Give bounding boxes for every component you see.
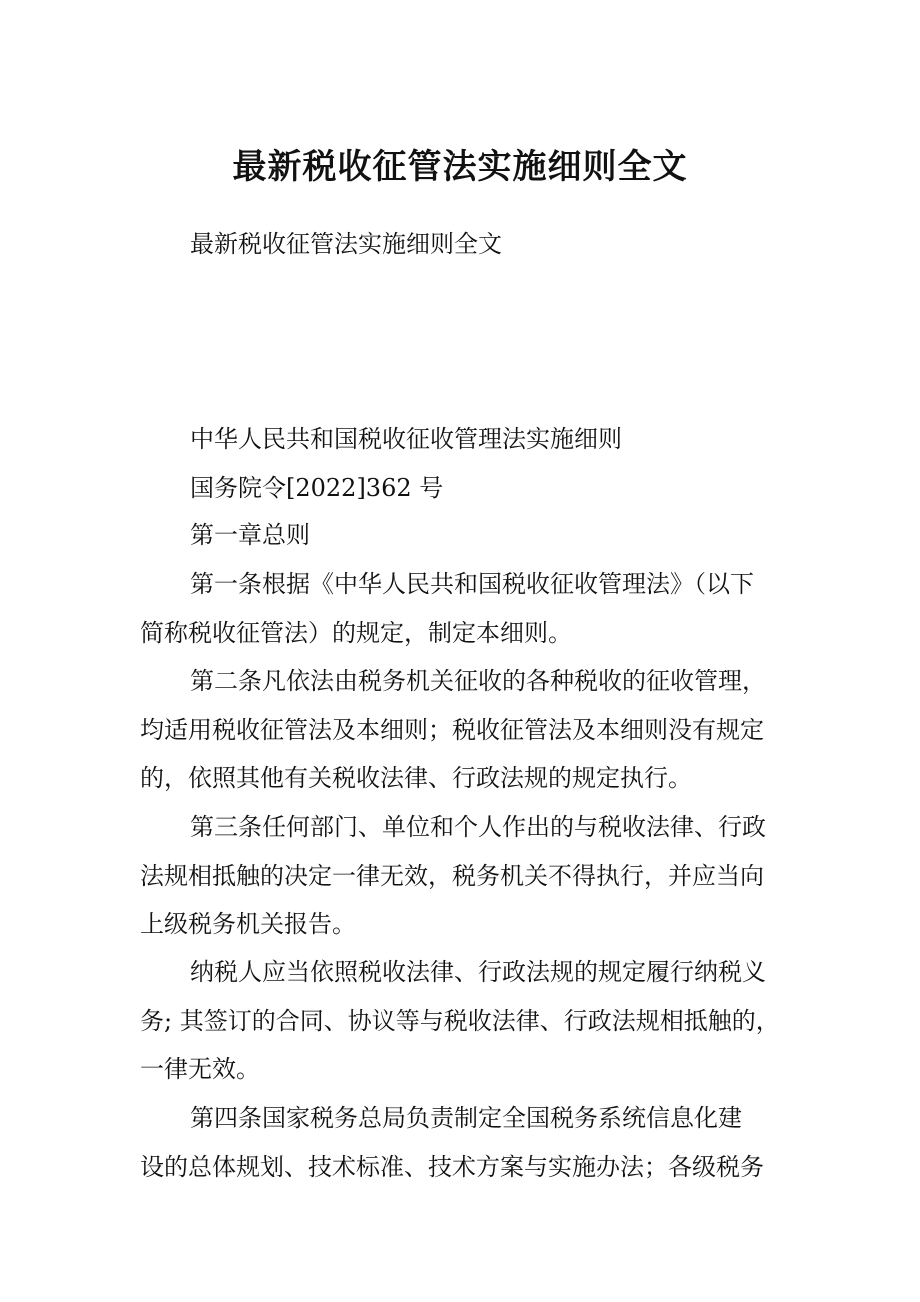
paragraph-line: 法规相抵触的决定一律无效，税务机关不得执行，并应当向 <box>140 861 764 890</box>
paragraph-line: 第二条凡依法由税务机关征收的各种税收的征收管理， <box>190 667 766 695</box>
paragraph-line: 上级税务机关报告。 <box>140 910 356 938</box>
paragraph-line: 的，依照其他有关税收法律、行政法规的规定执行。 <box>140 764 692 792</box>
chapter-heading <box>140 511 790 560</box>
paragraph-line: 第四条国家税务总局负责制定全国税务系统信息化建 <box>190 1104 742 1132</box>
law-name-text: 中华人民共和国税收征收管理法实施细则 <box>190 425 622 453</box>
paragraph-line: 务; 其签订的合同、协议等与税收法律、行政法规相抵触的， <box>140 1006 780 1035</box>
paragraph-line: 纳税人应当依照税收法律、行政法规的规定履行纳税义 <box>190 958 766 986</box>
paragraph-line: 一律无效。 <box>140 1055 260 1083</box>
paragraph-line: 设的总体规划、技术标准、技术方案与实施办法；各级税务 <box>140 1152 764 1181</box>
paragraph-article-3 <box>140 803 790 949</box>
paragraph-line: 第三条任何部门、单位和个人作出的与税收法律、行政 <box>190 813 766 841</box>
paragraph-article-4 <box>140 1094 790 1191</box>
document-subtitle <box>140 220 790 269</box>
decree-text: 国务院令[2022]362 号 <box>190 474 444 502</box>
decree-number <box>140 464 790 513</box>
paragraph-article-2 <box>140 657 790 803</box>
paragraph-line: 均适用税收征管法及本细则；税收征管法及本细则没有规定 <box>140 715 764 744</box>
paragraph-article-1 <box>140 560 790 657</box>
paragraph-taxpayer-obligation <box>140 948 790 1094</box>
chapter-text: 第一章总则 <box>190 521 310 549</box>
paragraph-line: 简称税收征管法）的规定，制定本细则。 <box>140 618 572 647</box>
paragraph-line: 第一条根据《中华人民共和国税收征收管理法》（以下 <box>190 570 754 598</box>
law-name <box>140 415 790 464</box>
subtitle-text: 最新税收征管法实施细则全文 <box>190 230 502 258</box>
document-title: 最新税收征管法实施细则全文 <box>232 147 688 187</box>
